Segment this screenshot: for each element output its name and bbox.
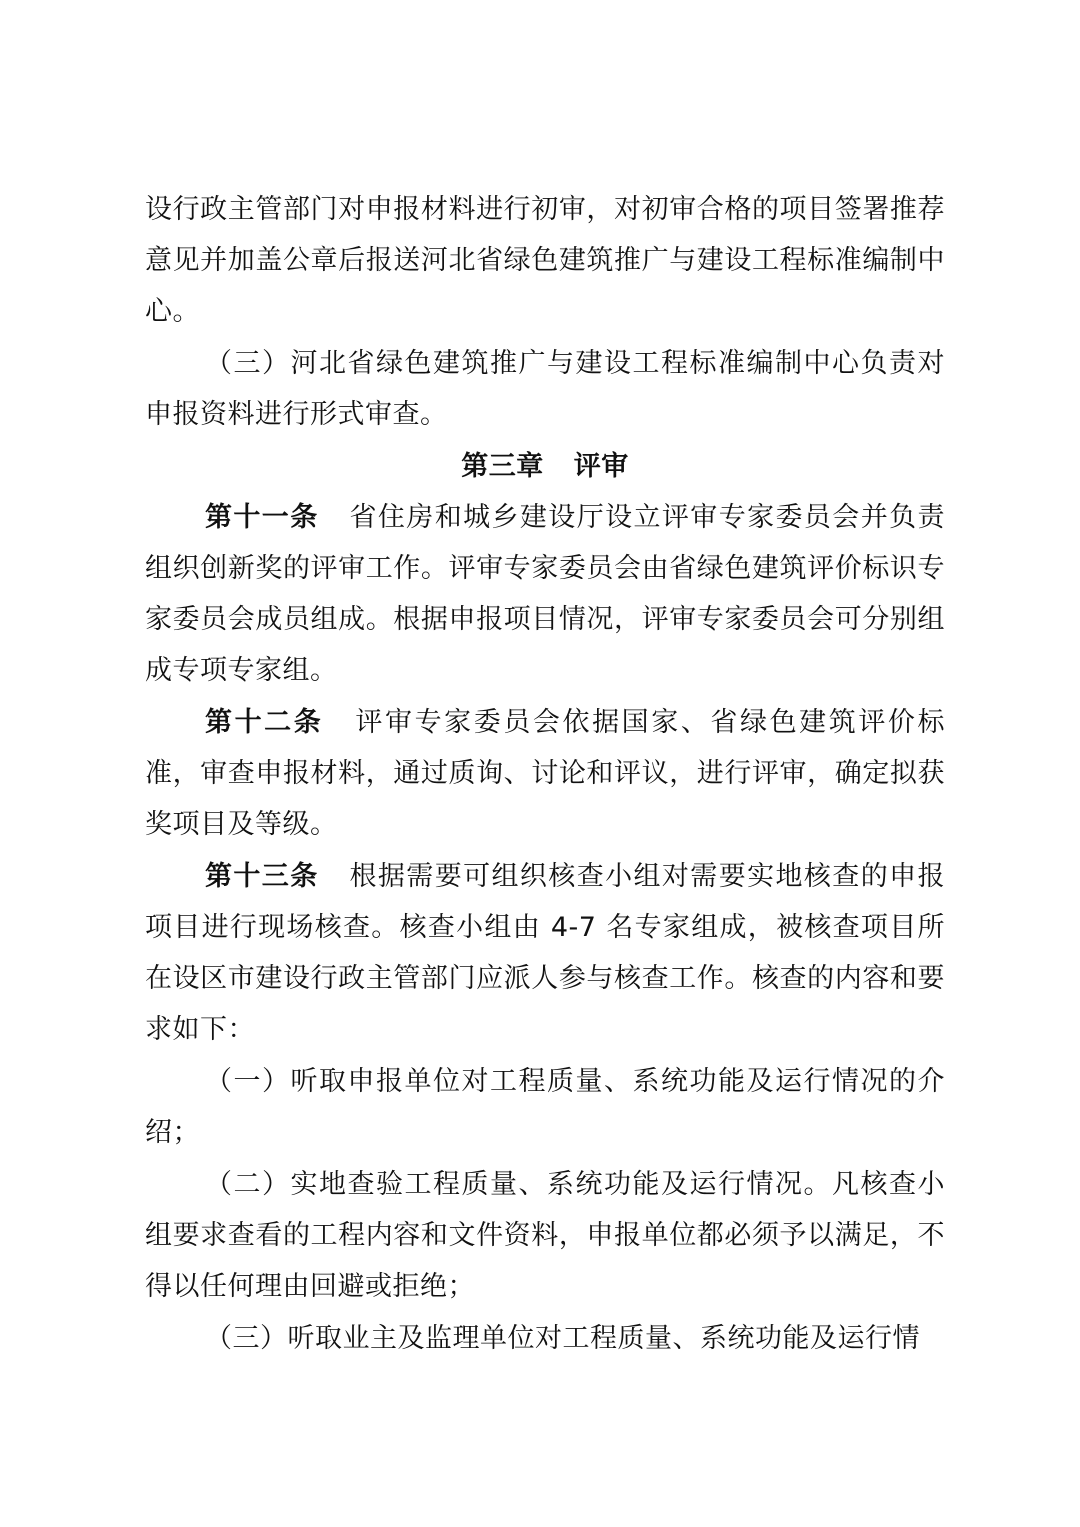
chapter-heading [145,441,945,492]
article-12 [145,697,945,850]
paragraph-continuation: 设行政主管部门对申报材料进行初审，对初审合格的项目签署推荐意见并加盖公章后报送河北省绿色建筑推广与建设工程标准编制中心。 [145,194,945,327]
article-13-body: 根据需要可组织核查小组对需要实地核查的申报项目进行现场核查。核查小组由 4-7 名专家组成，被核查项目所在设区市建设行政主管部门应派人参与核查工作。核查的内容和要求如下： [145,861,946,1045]
chapter-number: 第三章 [461,451,544,482]
document-body [145,184,945,1365]
chapter-title: 评审 [573,451,629,482]
article-11-body: 省住房和城乡建设厅设立评审专家委员会并负责组织创新奖的评审工作。评审专家委员会由省绿色建筑评价标识专家委员会成员组成。根据申报项目情况，评审专家委员会可分别组成专项专家组。 [145,502,946,686]
article-13 [145,851,945,1055]
paragraph-item-three: （三）河北省绿色建筑推广与建设工程标准编制中心负责对申报资料进行形式审查。 [145,348,945,430]
article-12-heading: 第十二条 [205,707,324,738]
article-13-heading: 第十三条 [205,861,319,892]
article-12-body: 评审专家委员会依据国家、省绿色建筑评价标准，审查申报材料，通过质询、讨论和评议，进行评审，确定拟获奖项目及等级。 [145,707,946,840]
article-11-heading: 第十一条 [205,502,319,533]
list-item-two: （二）实地查验工程质量、系统功能及运行情况。凡核查小组要求查看的工程内容和文件资料，申报单位都必须予以满足，不得以任何理由回避或拒绝； [145,1169,945,1302]
list-item-one: （一）听取申报单位对工程质量、系统功能及运行情况的介绍； [145,1066,945,1148]
list-item-three: （三）听取业主及监理单位对工程质量、系统功能及运行情 [205,1323,920,1354]
article-11 [145,492,945,696]
